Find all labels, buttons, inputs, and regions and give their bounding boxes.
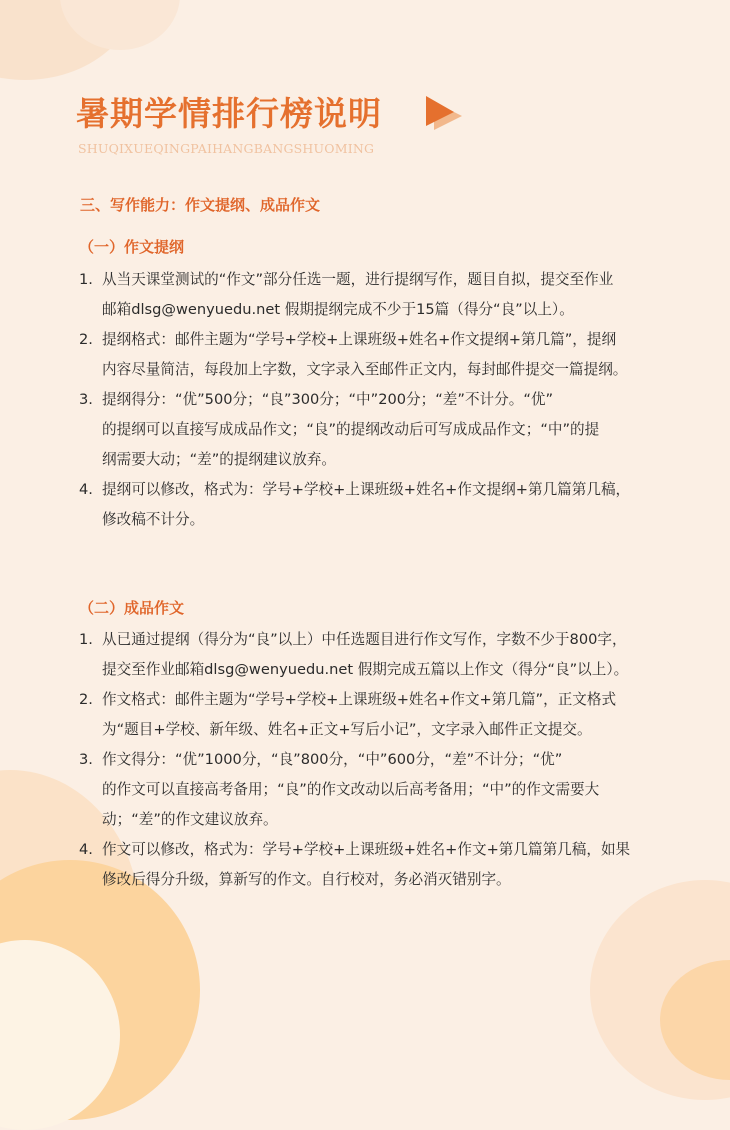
page-subtitle: SHUQIXUEQINGPAIHANGBANGSHUOMING bbox=[78, 141, 375, 156]
list-item-line: 修改稿不计分。 bbox=[102, 511, 205, 528]
list-item bbox=[79, 835, 630, 895]
list-item bbox=[79, 625, 630, 685]
list-item-line: 内容尽量简洁，每段加上字数，文字录入至邮件正文内，每封邮件提交一篇提纲。 bbox=[102, 361, 628, 378]
list-item-line: 的提纲可以直接写成成品作文；“良”的提纲改动后可写成成品作文；“中”的提 bbox=[102, 421, 600, 438]
list-item bbox=[79, 325, 630, 385]
list-item bbox=[79, 745, 630, 835]
list-item-line: 提交至作业邮箱dlsg@wenyuedu.net 假期完成五篇以上作文（得分“良”以上）。 bbox=[102, 661, 629, 678]
list-item-number: 1. bbox=[79, 271, 93, 288]
list-item-number: 4. bbox=[79, 481, 93, 498]
list-item-line: 从已通过提纲（得分为“良”以上）中任选题目进行作文写作，字数不少于800字， bbox=[102, 631, 627, 648]
list-item-line: 动；“差”的作文建议放弃。 bbox=[102, 811, 278, 828]
section-title: 三、写作能力：作文提纲、成品作文 bbox=[80, 196, 321, 214]
page-title: 暑期学情排行榜说明 bbox=[76, 94, 382, 133]
list-item bbox=[79, 475, 630, 535]
part1-heading: （一）作文提纲 bbox=[79, 238, 185, 256]
list-item bbox=[79, 685, 630, 745]
part2-list bbox=[79, 625, 630, 895]
list-item-number: 4. bbox=[79, 841, 93, 858]
list-item-line: 纲需要大动；“差”的提纲建议放弃。 bbox=[102, 451, 337, 468]
play-arrow-icon bbox=[424, 94, 464, 132]
list-item-number: 3. bbox=[79, 391, 93, 408]
list-item-line: 提纲可以修改，格式为：学号+学校+上课班级+姓名+作文提纲+第几篇第几稿， bbox=[102, 481, 631, 498]
list-item-line: 邮箱dlsg@wenyuedu.net 假期提纲完成不少于15篇（得分“良”以上）。 bbox=[102, 301, 574, 318]
list-item-line: 作文可以修改，格式为：学号+学校+上课班级+姓名+作文+第几篇第几稿，如果 bbox=[102, 841, 631, 858]
list-item bbox=[79, 385, 630, 475]
list-item-line: 作文格式：邮件主题为“学号+学校+上课班级+姓名+作文+第几篇”，正文格式 bbox=[102, 691, 617, 708]
part2-heading: （二）成品作文 bbox=[79, 599, 185, 617]
list-item-line: 的作文可以直接高考备用；“良”的作文改动以后高考备用；“中”的作文需要大 bbox=[102, 781, 600, 798]
list-item-line: 为“题目+学校、新年级、姓名+正文+写后小记”，文字录入邮件正文提交。 bbox=[102, 721, 592, 738]
list-item-number: 2. bbox=[79, 691, 93, 708]
list-item-line: 提纲格式：邮件主题为“学号+学校+上课班级+姓名+作文提纲+第几篇”，提纲 bbox=[102, 331, 617, 348]
part1-list bbox=[79, 265, 630, 535]
list-item-line: 修改后得分升级，算新写的作文。自行校对，务必消灭错别字。 bbox=[102, 871, 511, 888]
list-item-line: 提纲得分：“优”500分；“良”300分；“中”200分；“差”不计分。“优” bbox=[102, 391, 554, 408]
list-item-line: 作文得分：“优”1000分，“良”800分，“中”600分，“差”不计分；“优” bbox=[102, 751, 563, 768]
list-item-number: 1. bbox=[79, 631, 93, 648]
list-item-number: 2. bbox=[79, 331, 93, 348]
list-item-number: 3. bbox=[79, 751, 93, 768]
list-item bbox=[79, 265, 630, 325]
list-item-line: 从当天课堂测试的“作文”部分任选一题，进行提纲写作，题目自拟，提交至作业 bbox=[102, 271, 614, 288]
